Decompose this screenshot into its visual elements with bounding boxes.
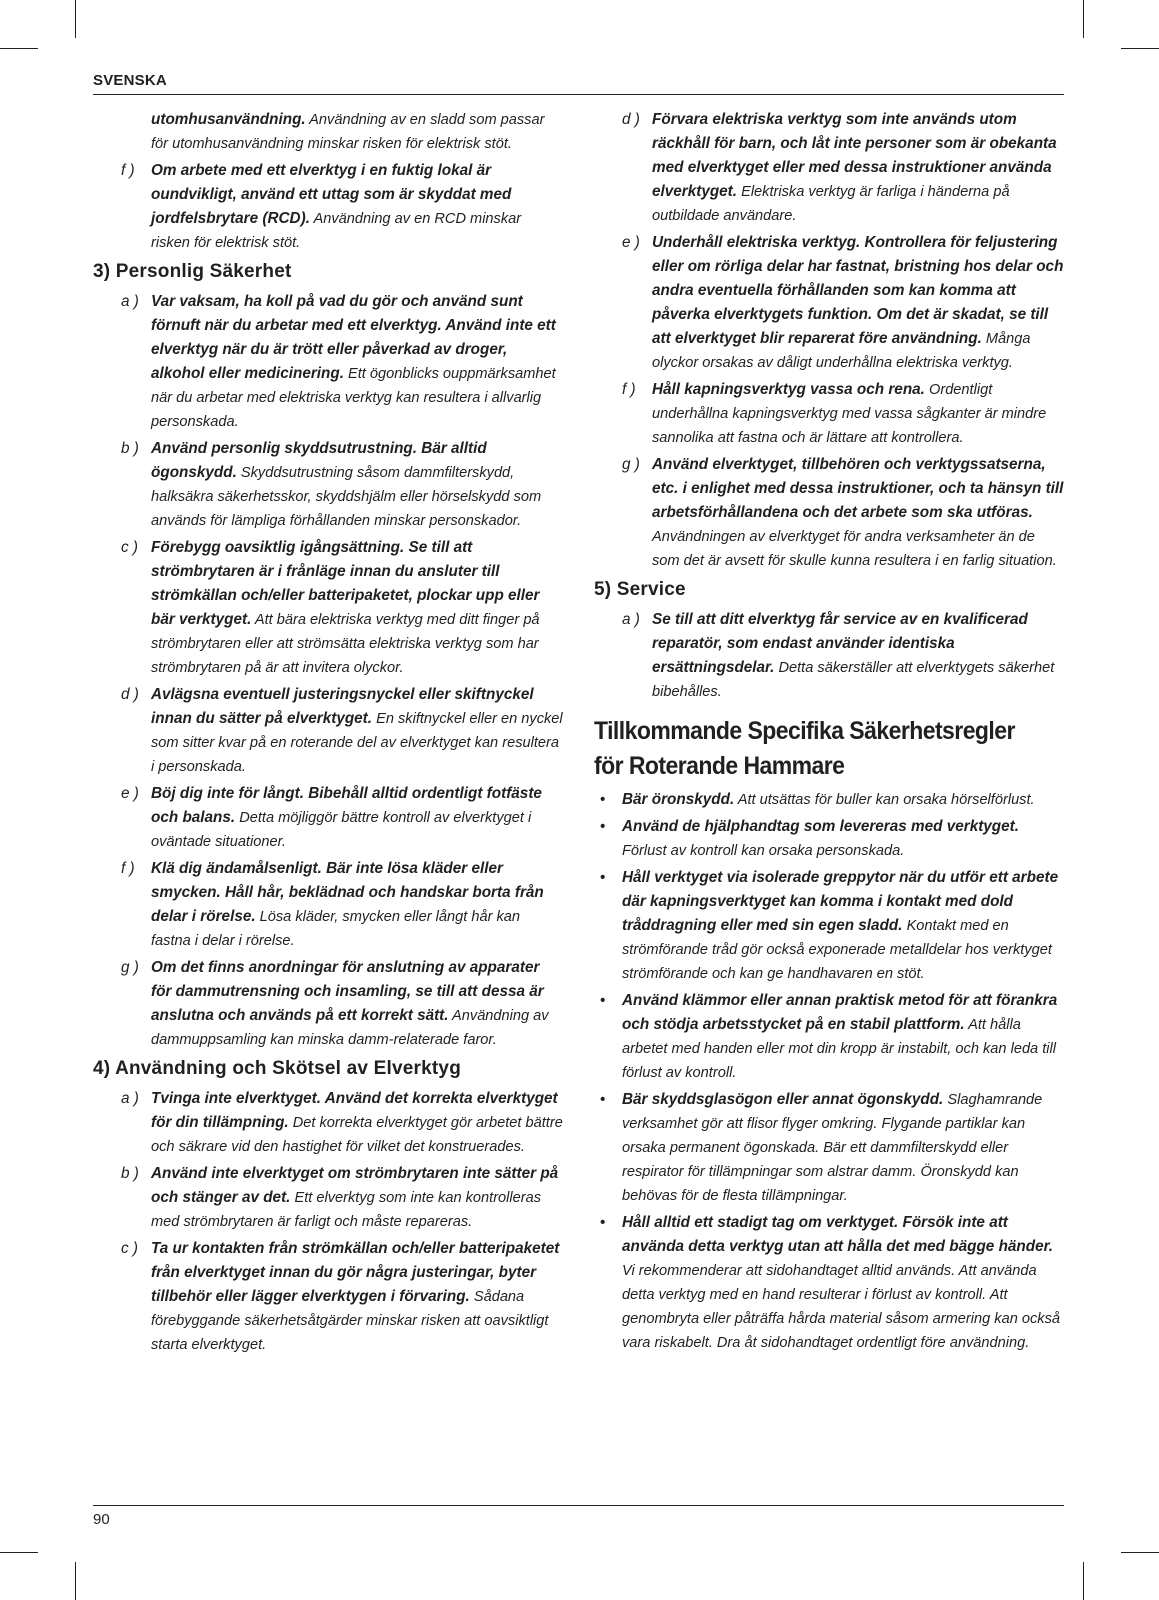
list-item	[93, 1087, 563, 1159]
item-body-text: Många olyckor orsakas av dåligt underhållna elektriska verktyg.	[652, 331, 1031, 371]
item-body-text: Detta säkerställer att elverktygets säkerhet bibehålles.	[652, 660, 1055, 700]
item-bold-text: Böj dig inte för långt. Bibehåll alltid ordentligt fotfäste och balans.	[151, 785, 542, 826]
item-bold-text: Bär öronskydd.	[622, 791, 735, 808]
item-bold-text: Klä dig ändamålsenligt. Bär inte lösa kläder eller smycken. Håll hår, beklädnad och handskar borta från delar i rörelse.	[151, 860, 544, 925]
list-item	[594, 378, 1064, 450]
bullet-marker: •	[600, 1214, 606, 1231]
specific-safety-rules-heading: Tillkommande Specifika Säkerhetsregler för Roterande Hammare	[594, 717, 1015, 780]
crop-mark-top-right-h	[1121, 48, 1159, 49]
item-marker: f )	[622, 381, 636, 398]
item-body-text: Ordentligt underhållna kapningsverktyg med vassa sågkanter är mindre sannolika att fastna och är lättare att kontrollera.	[652, 382, 1047, 446]
item-bold-text: utomhusanvändning.	[151, 111, 306, 128]
bullet-marker: •	[600, 791, 606, 808]
item-body-text: Sådana förebyggande säkerhetsåtgärder minskar risken att oavsiktligt starta elverktyget.	[151, 1289, 549, 1353]
item-marker: e )	[622, 234, 640, 251]
bullet-marker: •	[600, 1091, 606, 1108]
item-body-text: Slaghamrande verksamhet gör att flisor flyger omkring. Flygande partiklar kan orsaka permanent ögonskada. Bär ett dammfilterskydd eller respirator för tillämpningar som alstrar damm. Öronskydd kan behövas för de flesta tillämpningar.	[622, 1092, 1043, 1204]
item-marker: d )	[121, 686, 139, 703]
bullet-item	[594, 1088, 1064, 1208]
bullet-item	[594, 815, 1064, 863]
item-body-text: Skyddsutrustning såsom dammfilterskydd, halksäkra säkerhetsskor, skyddshjälm eller hörselskydd som används för lämpliga förhållanden minskar personskador.	[151, 465, 542, 529]
item-bold-text: Använd klämmor eller annan praktisk metod för att förankra och stödja arbetsstycket på en stabil plattform.	[622, 992, 1058, 1033]
item-bold-text: Bär skyddsglasögon eller annat ögonskydd.	[622, 1091, 944, 1108]
section-heading-personal-safety: 3) Personlig Säkerhet	[93, 261, 292, 282]
crop-mark-top-right-v	[1083, 0, 1084, 38]
item-bold-text: Förebygg oavsiktlig igångsättning. Se till att strömbrytaren är i frånläge innan du ansluter till strömkällan och/eller batteripaketet, plockar upp eller bär verktyget.	[151, 539, 540, 628]
list-item	[93, 857, 563, 953]
item-bold-text: Var vaksam, ha koll på vad du gör och använd sunt förnuft när du arbetar med ett elverktyg. Använd inte ett elverktyg när du är trött eller påverkad av droger, alkohol eller medicinering.	[151, 293, 556, 382]
item-body-text: Ett elverktyg som inte kan kontrolleras med strömbrytaren är farligt och måste repareras.	[151, 1190, 542, 1230]
list-item	[594, 108, 1064, 228]
item-marker: b )	[121, 1165, 139, 1182]
list-item	[594, 231, 1064, 375]
list-item	[594, 453, 1064, 573]
section-heading-tool-use: 4) Användning och Skötsel av Elverktyg	[93, 1058, 461, 1079]
item-body-text: Användning av en RCD minskar risken för elektrisk stöt.	[151, 211, 522, 251]
crop-mark-top-left-h	[0, 48, 38, 49]
item-marker: a )	[121, 293, 139, 310]
item-body-text: Användningen av elverktyget för andra verksamheter än de som det är avsett för skulle kunna resultera i en farlig situation.	[652, 529, 1057, 569]
item-marker: f )	[121, 860, 135, 877]
list-item	[93, 108, 563, 156]
item-body-text: Att hålla arbetet med handen eller mot din kropp är instabilt, och kan leda till förlust av kontroll.	[622, 1017, 1057, 1081]
item-bold-text: Om arbete med ett elverktyg i en fuktig lokal är oundvikligt, använd ett uttag som är skyddat med jordfelsbrytare (RCD).	[151, 162, 512, 227]
section-heading-service: 5) Service	[594, 579, 686, 600]
item-body-text: Det korrekta elverktyget gör arbetet bättre och säkrare vid den hastighet för vilket det konstruerades.	[151, 1115, 563, 1155]
item-bold-text: Underhåll elektriska verktyg. Kontrollera för feljustering eller om rörliga delar har fastnat, bristning hos delar och andra eventuella förhållanden som kan komma att påverka elverktygets funktion. Om det är skadat, se till att elverktyget blir reparerat före användning.	[652, 234, 1064, 347]
bullet-item	[594, 989, 1064, 1085]
crop-mark-bottom-right-h	[1121, 1552, 1159, 1553]
list-item	[93, 1162, 563, 1234]
footer-rule	[93, 1505, 1064, 1506]
bullet-item	[594, 788, 1064, 812]
left-column	[93, 108, 563, 1360]
item-marker: a )	[622, 611, 640, 628]
crop-mark-bottom-left-h	[0, 1552, 38, 1553]
item-bold-text: Se till att ditt elverktyg får service av en kvalificerad reparatör, som endast använder identiska ersättningsdelar.	[652, 611, 1028, 676]
list-item	[93, 956, 563, 1052]
item-bold-text: Håll alltid ett stadigt tag om verktyget. Försök inte att använda detta verktyg utan att hålla det med bägge händer.	[622, 1214, 1053, 1255]
crop-mark-top-left-v	[75, 0, 76, 38]
list-item	[93, 437, 563, 533]
bullet-item	[594, 866, 1064, 986]
item-marker: c )	[121, 1240, 138, 1257]
item-bold-text: Använd de hjälphandtag som levereras med verktyget.	[622, 818, 1020, 835]
item-bold-text: Använd personlig skyddsutrustning. Bär alltid ögonskydd.	[151, 440, 487, 481]
item-body-text: Vi rekommenderar att sidohandtaget alltid används. Att använda detta verktyg med en hand resulterar i förlust av kontroll. Att genombryta eller påträffa hårda material såsom armering kan också vara riskabelt. Dra åt sidohandtaget ordentligt före användning.	[622, 1263, 1061, 1351]
item-bold-text: Om det finns anordningar för anslutning av apparater för dammutrensning och insamling, se till att dessa är anslutna och används på ett korrekt sätt.	[151, 959, 544, 1024]
item-marker: g )	[121, 959, 139, 976]
item-body-text: En skiftnyckel eller en nyckel som sitter kvar på en roterande del av elverktyget kan resultera i personskada.	[151, 711, 563, 775]
item-bold-text: Använd inte elverktyget om strömbrytaren inte sätter på och stänger av det.	[151, 1165, 559, 1206]
item-marker: b )	[121, 440, 139, 457]
list-item	[93, 290, 563, 434]
item-body-text: Att utsättas för buller kan orsaka hörselförlust.	[734, 792, 1035, 808]
item-bold-text: Avlägsna eventuell justeringsnyckel eller skiftnyckel innan du sätter på elverktyget.	[151, 686, 534, 727]
bullet-item	[594, 1211, 1064, 1355]
item-bold-text: Håll kapningsverktyg vassa och rena.	[652, 381, 925, 398]
item-bold-text: Tvinga inte elverktyget. Använd det korrekta elverktyget för din tillämpning.	[151, 1090, 558, 1131]
language-header: SVENSKA	[93, 72, 167, 89]
item-body-text: Att bära elektriska verktyg med ditt finger på strömbrytaren eller att strömsätta elektriska verktyg som har strömbrytaren på är att invitera olyckor.	[151, 612, 540, 676]
list-item	[93, 536, 563, 680]
bullet-marker: •	[600, 818, 606, 835]
item-marker: d )	[622, 111, 640, 128]
item-marker: a )	[121, 1090, 139, 1107]
item-body-text: Ett ögonblicks ouppmärksamhet när du arbetar med elektriska verktyg kan resultera i allvarlig personskada.	[151, 366, 556, 430]
item-bold-text: Använd elverktyget, tillbehören och verktygssatserna, etc. i enlighet med dessa instruktioner, och ta hänsyn till arbetsförhållandena och det arbete som ska utföras.	[652, 456, 1064, 521]
item-body-text: Användning av dammuppsamling kan minska damm-relaterade faror.	[151, 1008, 549, 1048]
list-item	[93, 683, 563, 779]
list-item	[93, 782, 563, 854]
item-marker: g )	[622, 456, 640, 473]
right-column	[594, 108, 1064, 1358]
list-item	[93, 1237, 563, 1357]
crop-mark-bottom-left-v	[75, 1562, 76, 1600]
item-body-text: Förlust av kontroll kan orsaka personskada.	[622, 843, 905, 859]
item-bold-text: Förvara elektriska verktyg som inte används utom räckhåll för barn, och låt inte personer som är obekanta med elverktyget eller med dessa instruktioner använda elverktyget.	[652, 111, 1057, 200]
item-body-text: Detta möjliggör bättre kontroll av elverktyget i oväntade situationer.	[151, 810, 532, 850]
item-bold-text: Ta ur kontakten från strömkällan och/eller batteripaketet från elverktyget innan du gör några justeringar, byter tillbehör eller lägger elverktygen i förvaring.	[151, 1240, 560, 1305]
item-body-text: Elektriska verktyg är farliga i händerna på outbildade användare.	[652, 184, 1010, 224]
bullet-marker: •	[600, 869, 606, 886]
crop-mark-bottom-right-v	[1083, 1562, 1084, 1600]
header-rule	[93, 94, 1064, 95]
item-marker: c )	[121, 539, 138, 556]
item-bold-text: Håll verktyget via isolerade greppytor när du utför ett arbete där kapningsverktyget kan komma i kontakt med dold tråddragning eller med sin egen sladd.	[622, 869, 1059, 934]
item-body-text: Lösa kläder, smycken eller långt hår kan fastna i delar i rörelse.	[151, 909, 521, 949]
item-marker: e )	[121, 785, 139, 802]
page-number: 90	[93, 1511, 110, 1528]
item-marker: f )	[121, 162, 135, 179]
bullet-marker: •	[600, 992, 606, 1009]
item-body-text: Kontakt med en strömförande tråd gör också exponerade metalldelar hos verktyget strömförande och kan ge handhavaren en stöt.	[622, 918, 1052, 982]
list-item	[594, 608, 1064, 704]
item-body-text: Användning av en sladd som passar för utomhusanvändning minskar risken för elektrisk stöt.	[151, 112, 545, 152]
list-item	[93, 159, 563, 255]
